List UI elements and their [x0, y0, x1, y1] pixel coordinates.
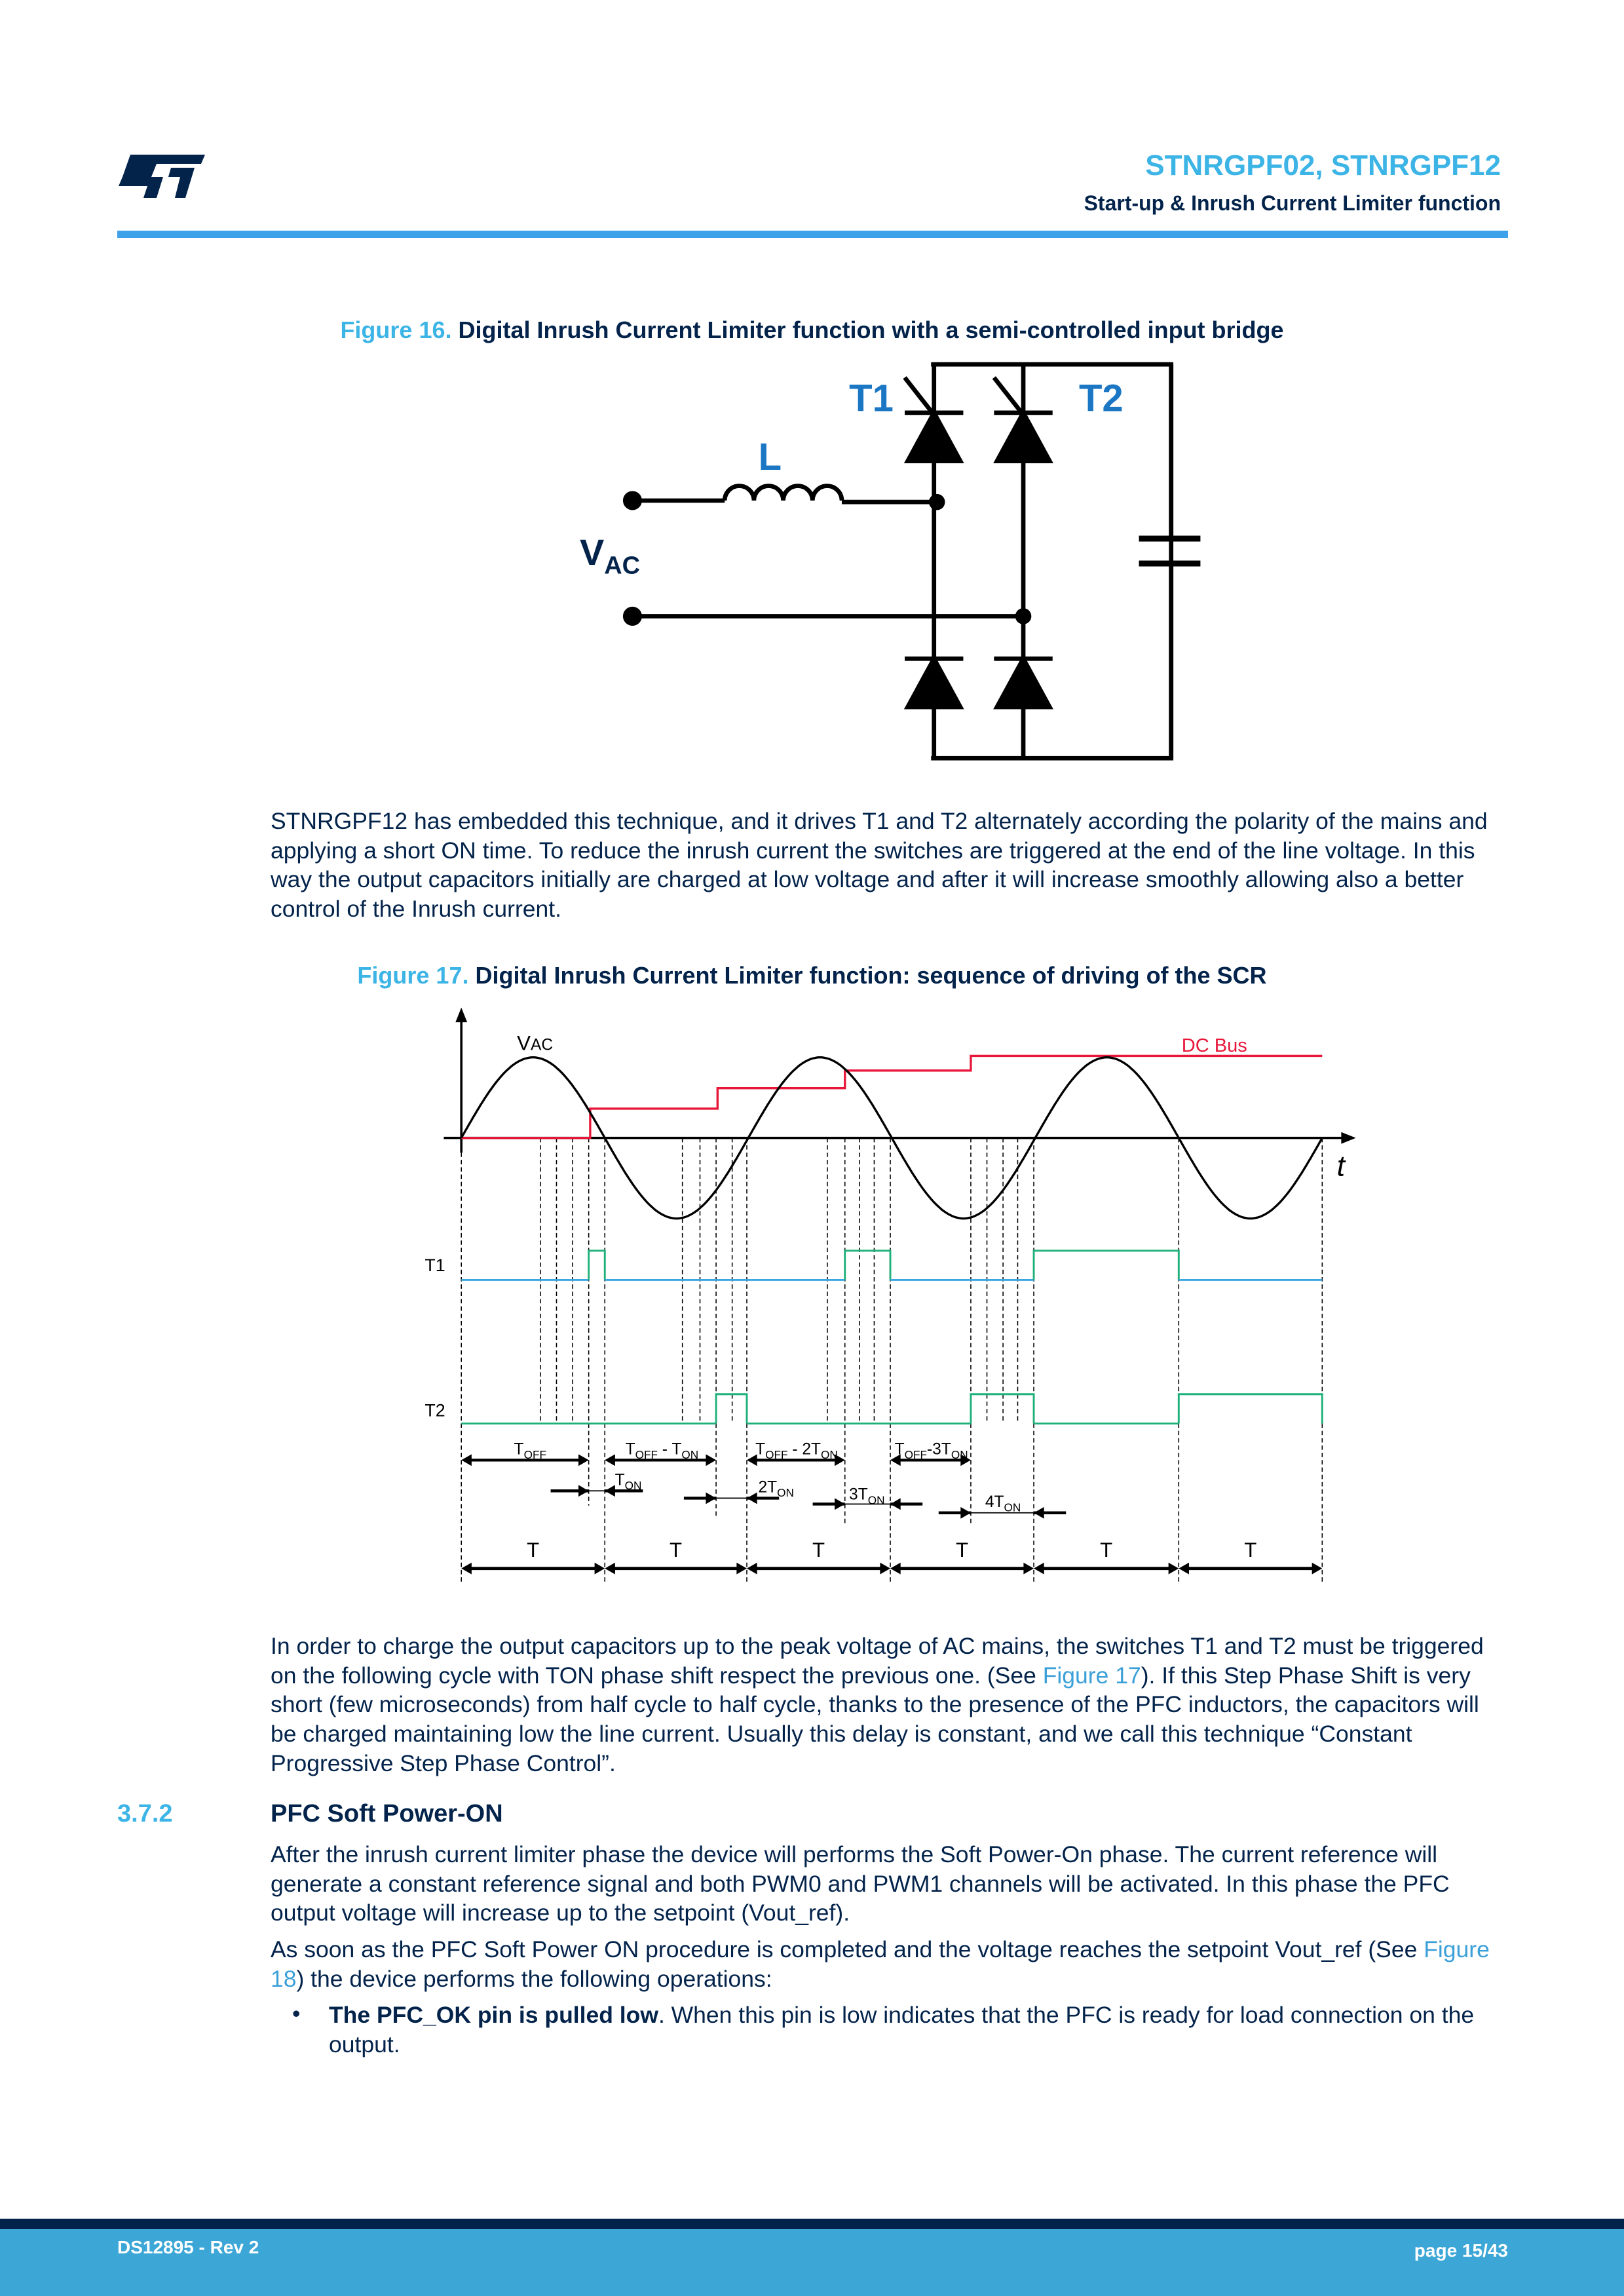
period-label: T — [670, 1538, 683, 1561]
period-arrow-head-icon — [890, 1563, 901, 1575]
bullet-icon: • — [292, 2000, 301, 2027]
section-number: 3.7.2 — [117, 1800, 173, 1827]
body-paragraph-2: In order to charge the output capacitors up to the peak voltage of AC mains, the switches T1 and T2 must be triggered on the following cycle with TON phase shift respect the previous one. (See Figure 17). If this Step Phase Shift is very short (few microseconds) from half cycle to half cycle, thanks to the presence of the PFC inductors, the capacitors will be charged maintaining low the line current. Usually this delay is constant, and we call this technique “Constant Progressive Step Phase Control”. — [271, 1633, 1484, 1776]
toff-arrow-head-icon — [578, 1454, 589, 1466]
figure16-title: Digital Inrush Current Limiter function with a semi-controlled input bridge — [458, 316, 1284, 343]
document-title: STNRGPF02, STNRGPF12 — [1145, 149, 1501, 182]
t2-label: T2 — [425, 1400, 445, 1421]
ton3-arrow-head-icon — [835, 1498, 845, 1510]
diode-left-icon — [908, 659, 960, 707]
ton4-label: $4T_{ON}$ — [985, 1493, 1021, 1514]
dc-bus-label: DC Bus — [1181, 1035, 1247, 1056]
diode-right-icon — [997, 659, 1049, 707]
inductor-label: L — [758, 435, 782, 478]
toff-ton-arrow-head-icon — [706, 1454, 716, 1466]
figure16-caption — [0, 316, 1624, 344]
toff-arrow-head-icon — [461, 1454, 472, 1466]
t2-signal-pulse — [1179, 1394, 1322, 1424]
ton-label: $T_{ON}$ — [614, 1471, 642, 1492]
ton4-arrow-head-icon — [960, 1507, 971, 1519]
t1-signal-pulse — [845, 1251, 890, 1280]
figure17-timing-diagram — [410, 1003, 1376, 1589]
vac-label: VAC — [517, 1031, 554, 1055]
t-axis-label: t — [1336, 1150, 1346, 1183]
period-arrow-head-icon — [1312, 1563, 1323, 1575]
figure17-title: Digital Inrush Current Limiter function: sequence of driving of the SCR — [475, 962, 1267, 989]
figure18-link[interactable]: Figure 18 — [271, 1936, 1490, 1992]
ton2-label: $2T_{ON}$ — [758, 1478, 794, 1500]
t2-signal-pulse — [971, 1394, 1034, 1424]
t1-scr-icon — [908, 413, 960, 461]
ton-arrow-head-icon — [605, 1485, 615, 1497]
toff-3ton-label: $T_{OFF}-3T_{ON}$ — [894, 1440, 968, 1462]
page-number: page 15/43 — [1414, 2240, 1508, 2261]
figure17-link[interactable]: Figure 17 — [1042, 1662, 1141, 1689]
period-arrow-head-icon — [1169, 1563, 1179, 1575]
period-arrow-head-icon — [595, 1563, 605, 1575]
t1-label: T1 — [425, 1255, 445, 1276]
section-heading: PFC Soft Power-ON — [271, 1800, 503, 1827]
inductor — [725, 486, 842, 501]
period-arrow-head-icon — [461, 1563, 472, 1575]
period-arrow-head-icon — [736, 1563, 747, 1575]
figure16-circuit — [556, 351, 1215, 776]
period-label: T — [955, 1538, 969, 1561]
t1-signal-pulse — [1034, 1251, 1179, 1280]
section-paragraph-2: As soon as the PFC Soft Power ON procedure is completed and the voltage reaches the setpoint Vout_ref (See Figure 18) the device performs the following operations: — [271, 1936, 1490, 1992]
ton4-arrow-head-icon — [1034, 1507, 1044, 1519]
period-arrow-head-icon — [1179, 1563, 1189, 1575]
vac-label: $V_{AC}$ — [579, 531, 641, 580]
section-subtitle: Start-up & Inrush Current Limiter function — [1084, 191, 1501, 215]
st-logo — [117, 152, 206, 199]
ton3-label: $3T_{ON}$ — [849, 1485, 885, 1507]
t1-label: T1 — [849, 377, 894, 420]
section-paragraph-1: After the inrush current limiter phase the device will performs the Soft Power-On phase. The current reference will generate a constant reference signal and both PWM0 and PWM1 channels will be activated. In this phase the PFC output voltage will increase up to the setpoint (Vout_ref). — [271, 1841, 1450, 1926]
doc-revision: DS12895 - Rev 2 — [117, 2237, 259, 2257]
period-label: T — [527, 1538, 540, 1561]
toff-ton-label: $T_{OFF} - T_{ON}$ — [625, 1440, 699, 1462]
figure17-number: Figure 17. — [357, 962, 469, 989]
toff-2ton-label: $T_{OFF} - 2T_{ON}$ — [755, 1440, 838, 1462]
dc-bus-trace — [461, 1056, 1322, 1138]
t1-signal-pulse — [589, 1251, 605, 1280]
ton-arrow-head-icon — [578, 1485, 589, 1497]
bullet-item: The PFC_OK pin is pulled low. When this pin is low indicates that the PFC is ready for load connection on the output. — [329, 2002, 1475, 2057]
period-arrow-head-icon — [880, 1563, 890, 1575]
t2-label: T2 — [1078, 377, 1124, 420]
toff-ton-arrow-head-icon — [605, 1454, 615, 1466]
body-paragraph-1: STNRGPF12 has embedded this technique, and it drives T1 and T2 alternately according the polarity of the mains and applying a short ON time. To reduce the inrush current the switches are triggered at the end of the line voltage. In this way the output capacitors initially are charged at low voltage and after it will increase smoothly allowing also a better control of the Inrush current. — [271, 808, 1488, 923]
ton2-arrow-head-icon — [706, 1492, 716, 1504]
header-rule — [117, 231, 1508, 238]
t2-signal-pulse — [716, 1394, 747, 1424]
y-axis-arrow-icon — [455, 1008, 467, 1022]
toff-label: $T_{OFF}$ — [514, 1440, 546, 1462]
footer-band — [0, 2219, 1624, 2229]
figure17-caption — [0, 962, 1624, 989]
period-arrow-head-icon — [1034, 1563, 1044, 1575]
period-label: T — [1100, 1538, 1113, 1561]
period-label: T — [812, 1538, 825, 1561]
period-arrow-head-icon — [605, 1563, 615, 1575]
period-label: T — [1244, 1538, 1257, 1561]
x-axis-arrow-icon — [1341, 1132, 1355, 1144]
t2-scr-icon — [997, 413, 1049, 461]
ton2-arrow-head-icon — [747, 1492, 757, 1504]
period-arrow-head-icon — [1023, 1563, 1034, 1575]
bus-rails — [931, 364, 1171, 758]
figure16-number: Figure 16. — [340, 316, 452, 343]
period-arrow-head-icon — [747, 1563, 757, 1575]
ton3-arrow-head-icon — [890, 1498, 901, 1510]
